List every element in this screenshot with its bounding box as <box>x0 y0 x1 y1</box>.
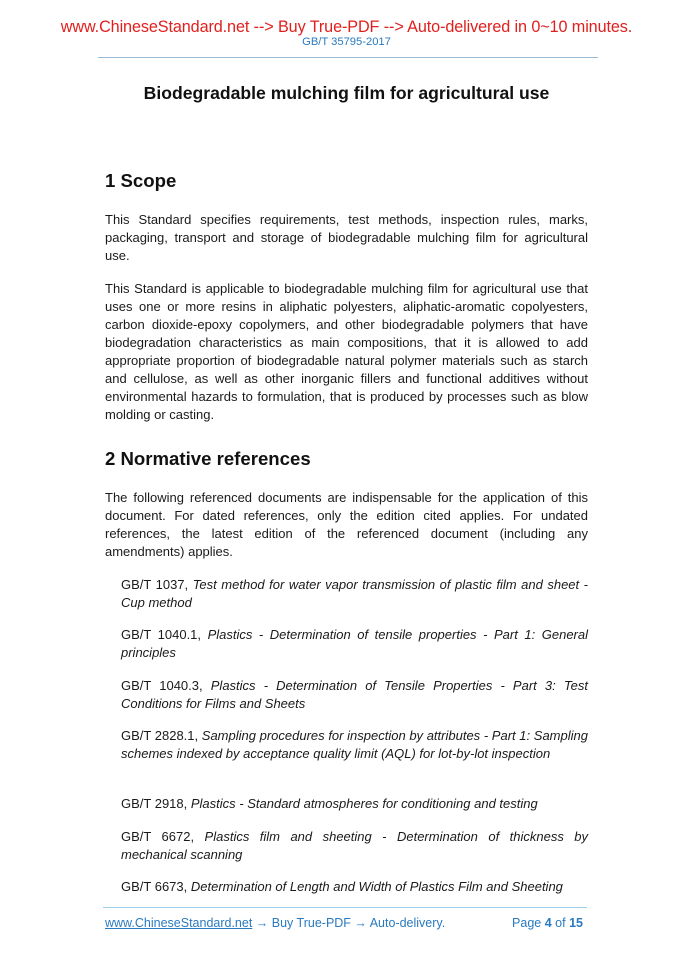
page-current: 4 <box>544 916 552 930</box>
promo-banner: www.ChineseStandard.net --> Buy True-PDF --> Auto-delivered in 0~10 minutes. <box>60 18 633 36</box>
scope-paragraph-1: This Standard specifies requirements, test methods, inspection rules, marks, packaging, transport and storage of biodegradable mulching film for agricultural use. <box>105 212 588 263</box>
section-heading-scope: 1 Scope <box>105 170 177 191</box>
page-of: of <box>555 916 566 930</box>
reference-title: Determination of Length and Width of Plastics Film and Sheeting <box>190 879 563 894</box>
reference-item <box>121 828 588 864</box>
reference-code: GB/T 1040.3, <box>121 678 203 693</box>
page-indicator <box>512 916 583 930</box>
reference-code: GB/T 1040.1, <box>121 627 202 642</box>
reference-code: GB/T 6672, <box>121 829 195 844</box>
header-divider <box>98 57 598 58</box>
reference-title: Plastics - Determination of tensile properties - Part 1: General principles <box>121 627 588 660</box>
reference-item <box>121 795 588 813</box>
standard-code: GB/T 35795-2017 <box>302 36 391 48</box>
reference-title: Plastics - Determination of Tensile Properties - Part 3: Test Conditions for Films and Sheets <box>121 678 588 711</box>
reference-code: GB/T 2918, <box>121 796 188 811</box>
reference-item <box>121 878 588 896</box>
page-total: 15 <box>569 916 583 930</box>
reference-code: GB/T 2828.1, <box>121 728 199 743</box>
page-label: Page <box>512 916 542 930</box>
section-heading-normative-references: 2 Normative references <box>105 448 311 469</box>
reference-item <box>121 727 588 763</box>
normative-references-intro: The following referenced documents are indispensable for the application of this document. For dated references, only the edition cited applies. For undated references, the latest edition of the referenced document (including any amendments) applies. <box>105 490 588 559</box>
reference-title: Plastics film and sheeting - Determination of thickness by mechanical scanning <box>121 829 588 862</box>
footer-website-link[interactable]: www.ChineseStandard.net <box>105 916 253 930</box>
reference-item <box>121 576 588 612</box>
reference-item <box>121 677 588 713</box>
page-footer <box>105 916 585 930</box>
reference-title: Sampling procedures for inspection by attributes - Part 1: Sampling schemes indexed by acceptance quality limit (AQL) for lot-by-lot inspection <box>121 728 588 761</box>
scope-paragraph-2: This Standard is applicable to biodegradable mulching film for agricultural use that uses one or more resins in aliphatic polyesters, aliphatic-aromatic copolyesters, carbon dioxide-epoxy copolymers, and other biodegradable polymers that have biodegradation characteristics as main compositions, that it is allowed to add appropriate proportion of biodegradable natural polymer materials such as starch and cellulose, as well as other inorganic fillers and functional additives without environmental hazards to formulation, that is produced by processes such as blow molding or casting. <box>105 281 588 422</box>
reference-code: GB/T 6673, <box>121 879 188 894</box>
reference-title: Plastics - Standard atmospheres for conditioning and testing <box>190 796 538 811</box>
reference-title: Test method for water vapor transmission of plastic film and sheet - Cup method <box>121 577 588 610</box>
footer-tagline: → Buy True-PDF → Auto-delivery. <box>252 916 446 930</box>
document-title: Biodegradable mulching film for agricultural use <box>143 83 550 103</box>
footer-divider <box>103 907 587 908</box>
reference-code: GB/T 1037, <box>121 577 189 592</box>
reference-item <box>121 626 588 662</box>
